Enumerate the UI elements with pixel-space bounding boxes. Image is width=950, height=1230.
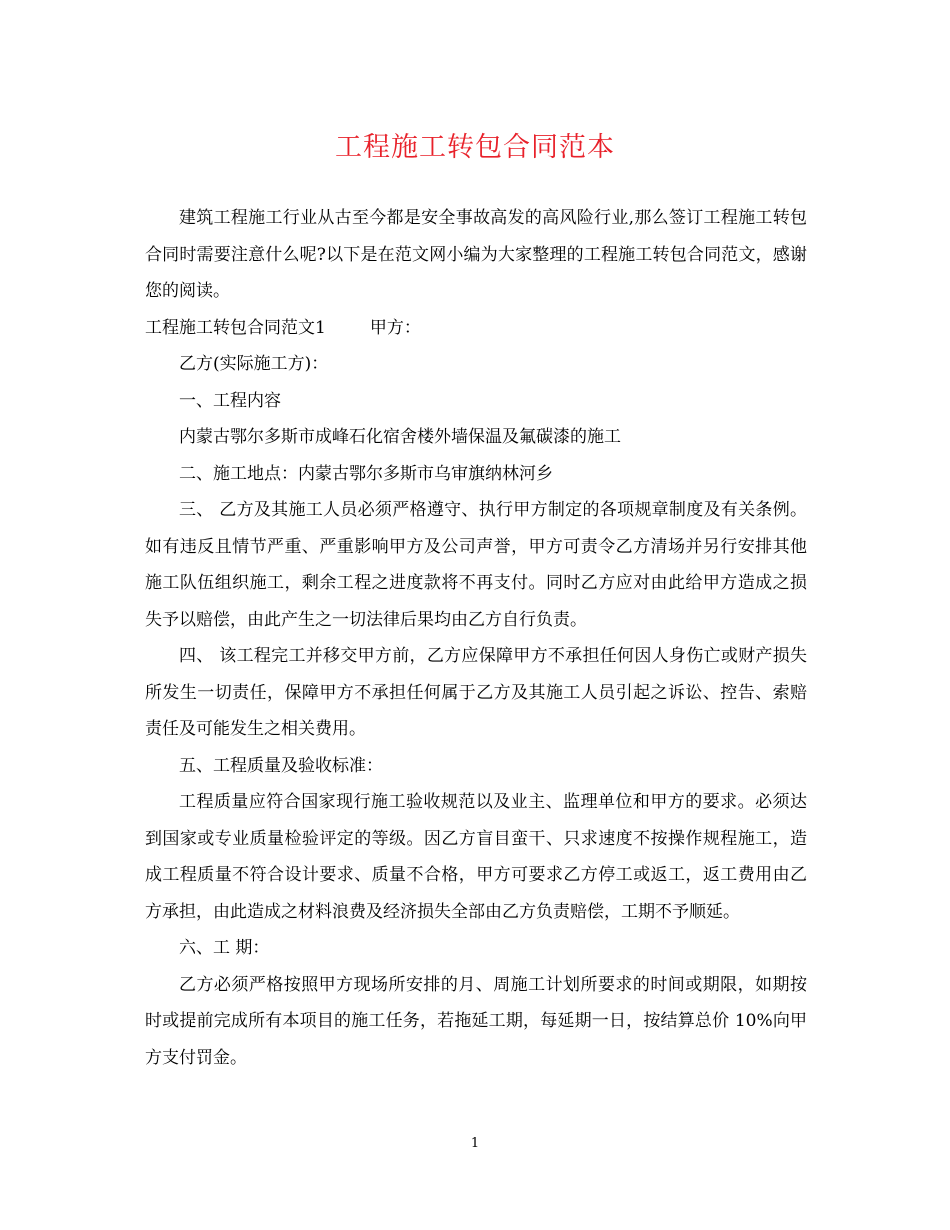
party-a-label: 甲方： — [369, 317, 421, 338]
party-b-label: 乙方(实际施工方)： — [179, 354, 329, 374]
sample-heading-line — [145, 310, 807, 347]
document-body — [145, 200, 807, 1076]
section-paragraph: 乙方必须严格按照甲方现场所安排的月、周施工计划所要求的时间或期限，如期按时或提前完成所有本项目的施工任务，若拖延工期，每延期一日，按结算总价 10%向甲方支付罚金。 — [145, 974, 807, 1068]
section-paragraph: 六、工 期： — [179, 938, 270, 958]
section-paragraph: 五、工程质量及验收标准： — [179, 755, 383, 776]
document-title: 工程施工转包合同范本 — [335, 132, 615, 163]
section-paragraph: 四、 该工程完工并移交甲方前，乙方应保障甲方不承担任何因人身伤亡或财产损失所发生一切责任，保障甲方不承担任何属于乙方及其施工人员引起之诉讼、控告、索赔责任及可能发生之相关费用。 — [145, 646, 807, 739]
intro-paragraph: 建筑工程施工行业从古至今都是安全事故高发的高风险行业,那么签订工程施工转包合同时需要注意什么呢?以下是在范文网小编为大家整理的工程施工转包合同范文，感谢您的阅读。 — [145, 208, 807, 301]
section-paragraph: 三、 乙方及其施工人员必须严格遵守、执行甲方制定的各项规章制度及有关条例。如有违反且情节严重、严重影响甲方及公司声誉，甲方可责令乙方清场并另行安排其他施工队伍组织施工，剩余工程之进度款将不再支付。同时乙方应对由此给甲方造成之损失予以赔偿，由此产生之一切法律后果均由乙方自行负责。 — [145, 500, 807, 630]
section-paragraph: 内蒙古鄂尔多斯市成峰石化宿舍楼外墙保温及氟碳漆的施工 — [179, 427, 621, 447]
sample-heading: 工程施工转包合同范文1 — [145, 317, 326, 338]
page-number: 1 — [470, 1136, 480, 1151]
section-paragraph: 一、工程内容 — [179, 390, 281, 411]
section-paragraph: 工程质量应符合国家现行施工验收规范以及业主、监理单位和甲方的要求。必须达到国家或专业质量检验评定的等级。因乙方盲目蛮干、只求速度不按操作规程施工，造成工程质量不符合设计要求、质量不合格，甲方可要求乙方停工或返工，返工费用由乙方承担，由此造成之材料浪费及经济损失全部由乙方负责赔偿，工期不予顺延。 — [145, 792, 807, 922]
section-paragraph: 二、施工地点：内蒙古鄂尔多斯市乌审旗纳林河乡 — [179, 463, 553, 484]
